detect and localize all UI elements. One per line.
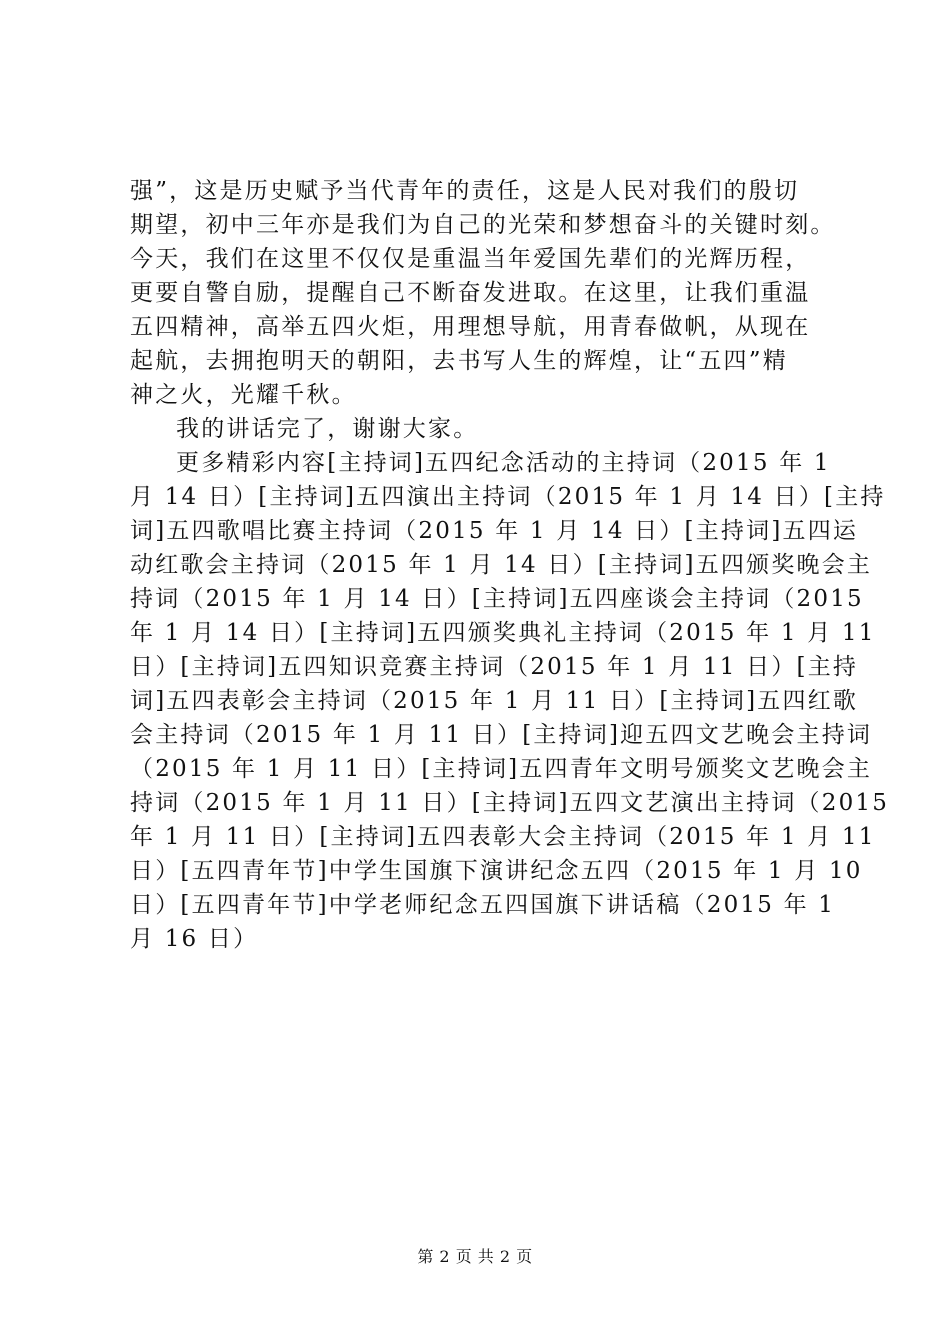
- text-line: 月 14 日）[主持词]五四演出主持词（2015 年 1 月 14 日）[主持: [130, 484, 886, 510]
- text-line: 年 1 月 14 日）[主持词]五四颁奖典礼主持词（2015 年 1 月 11: [130, 620, 876, 646]
- paragraph-speech-ending: [130, 174, 840, 412]
- text-line: 五四精神，高举五四火炬，用理想导航，用青春做帆，从现在: [130, 314, 811, 340]
- text-line: 更多精彩内容[主持词]五四纪念活动的主持词（2015 年 1: [176, 450, 831, 476]
- text-line: 日）[五四青年节]中学生国旗下演讲纪念五四（2015 年 1 月 10: [130, 858, 863, 884]
- text-line: 词]五四表彰会主持词（2015 年 1 月 11 日）[主持词]五四红歌: [130, 688, 859, 714]
- text-line: 持词（2015 年 1 月 14 日）[主持词]五四座谈会主持词（2015: [130, 586, 864, 612]
- paragraph-more-content: [130, 446, 890, 956]
- text-line: 强”，这是历史赋予当代青年的责任，这是人民对我们的殷切: [130, 178, 800, 204]
- text-line: 词]五四歌唱比赛主持词（2015 年 1 月 14 日）[主持词]五四运: [130, 518, 859, 544]
- text-line: 年 1 月 11 日）[主持词]五四表彰大会主持词（2015 年 1 月 11: [130, 824, 876, 850]
- closing-line: 我的讲话完了，谢谢大家。: [176, 416, 479, 442]
- text-line: 日）[主持词]五四知识竞赛主持词（2015 年 1 月 11 日）[主持: [130, 654, 859, 680]
- text-line: 更要自警自励，提醒自己不断奋发进取。在这里，让我们重温: [130, 280, 811, 306]
- text-line: 持词（2015 年 1 月 11 日）[主持词]五四文艺演出主持词（2015: [130, 790, 890, 816]
- page-footer: [0, 1244, 950, 1267]
- text-line: 动红歌会主持词（2015 年 1 月 14 日）[主持词]五四颁奖晚会主: [130, 552, 873, 578]
- text-line: 期望，初中三年亦是我们为自己的光荣和梦想奋斗的关键时刻。: [130, 212, 836, 238]
- text-line: 今天，我们在这里不仅仅是重温当年爱国先辈们的光辉历程，: [130, 246, 811, 272]
- text-line: 月 16 日）: [130, 926, 259, 952]
- paragraph-closing: [130, 412, 840, 446]
- text-line: 起航，去拥抱明天的朝阳，去书写人生的辉煌，让“五四”精: [130, 348, 788, 374]
- text-line: 会主持词（2015 年 1 月 11 日）[主持词]迎五四文艺晚会主持词: [130, 722, 873, 748]
- page-number: 第 2 页 共 2 页: [417, 1247, 533, 1266]
- document-body: [130, 174, 890, 956]
- text-line: 日）[五四青年节]中学老师纪念五四国旗下讲话稿（2015 年 1: [130, 892, 836, 918]
- text-line: 神之火，光耀千秋。: [130, 382, 357, 408]
- text-line: （2015 年 1 月 11 日）[主持词]五四青年文明号颁奖文艺晚会主: [130, 756, 873, 782]
